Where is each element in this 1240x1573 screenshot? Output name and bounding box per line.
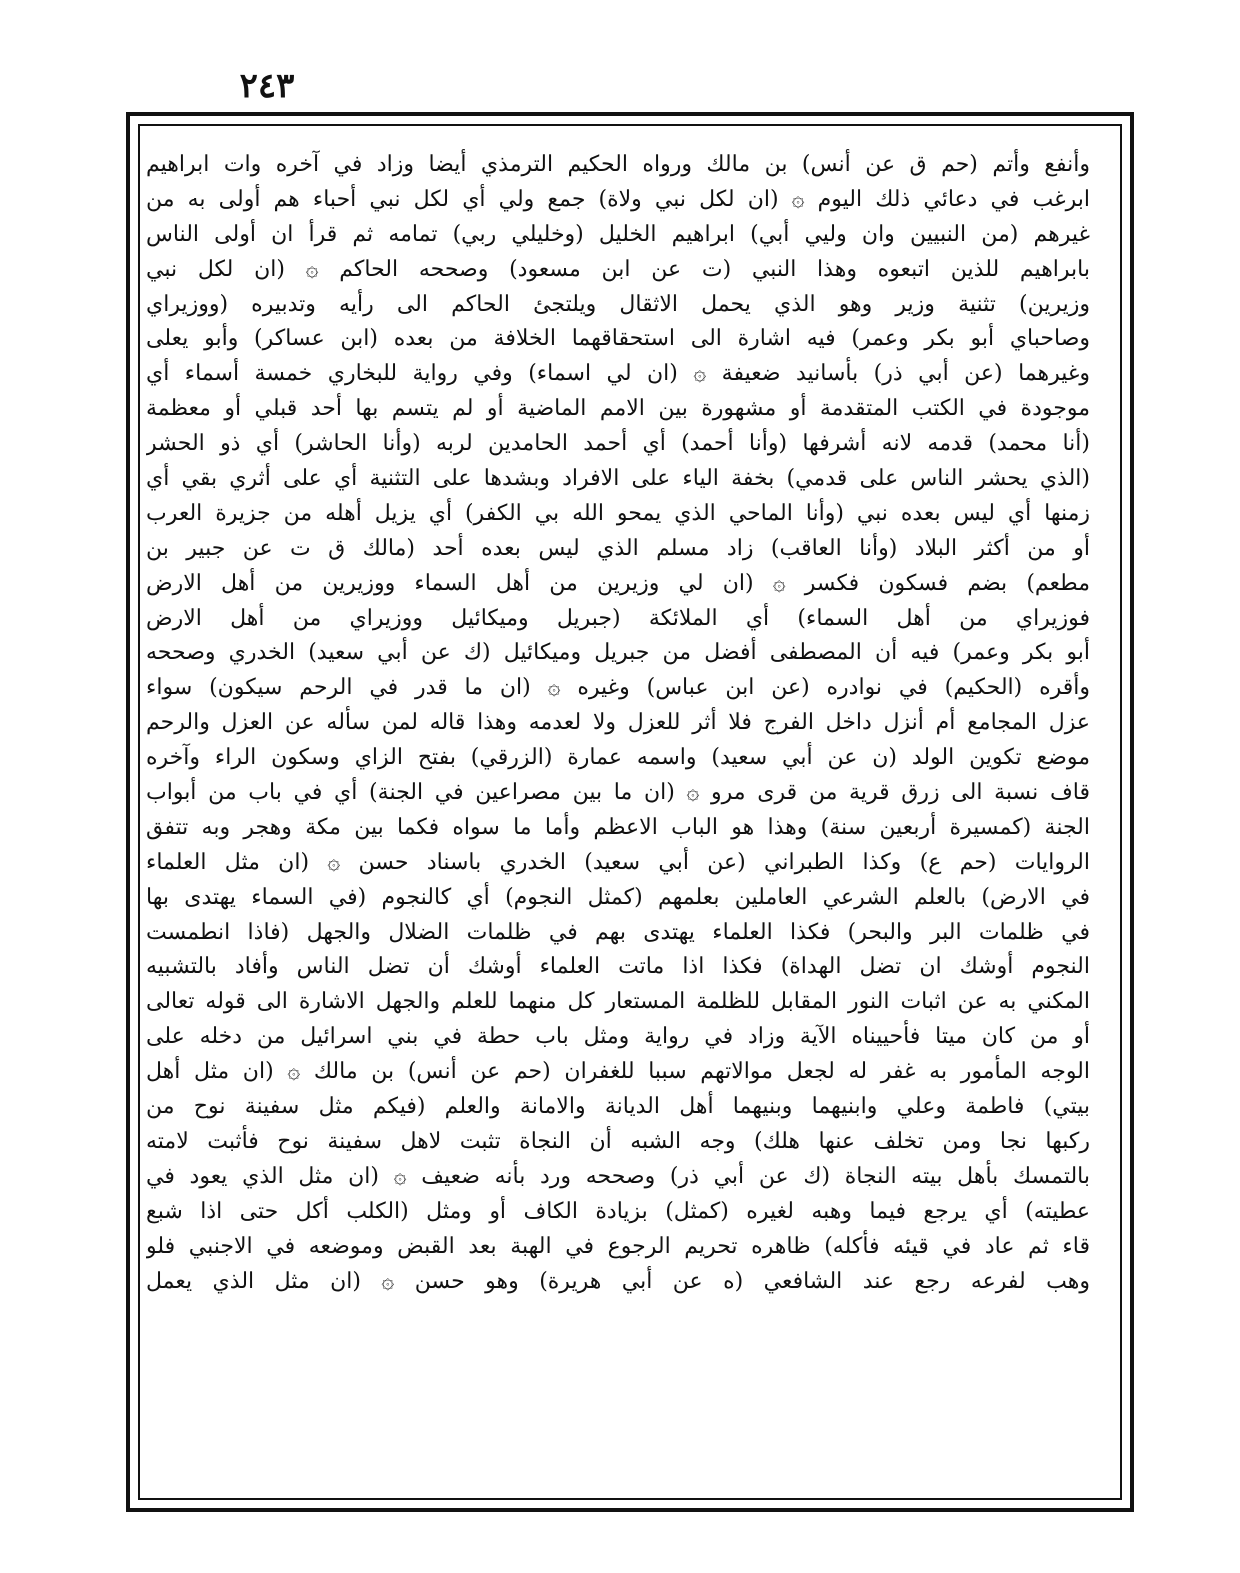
text-line: النجوم أوشك ان تضل الهداة) فكذا اذا ماتت العلماء أوشك أن تضل الناس وأفاد بالتشبيه bbox=[146, 954, 1090, 980]
text-line: أبو بكر وعمر) فيه أن المصطفى أفضل من جبريل وميكائيل (ك عن أبي سعيد) الخدري وصححه bbox=[146, 640, 1090, 666]
text-line: موضع تكوين الولد (ن عن أبي سعيد) واسمه عمارة (الزرقي) بفتح الزاي وسكون الراء وآخره bbox=[146, 745, 1090, 771]
text-line: ابرغب في دعائي ذلك اليوم ۞ (ان لكل نبي ولاة) جمع ولي أي لكل نبي أحباء هم أولى به من bbox=[146, 186, 1090, 212]
text-line: موجودة في الكتب المتقدمة أو مشهورة بين الامم الماضية أو لم يتسم بها أحد قبلي أو معظمة bbox=[146, 396, 1090, 422]
text-line: مطعم) بضم فسكون فكسر ۞ (ان لي وزيرين من أهل السماء ووزيرين من أهل الارض bbox=[146, 570, 1090, 596]
text-line: غيرهم (من النبيين وان وليي أبي) ابراهيم الخليل (وخليلي ربي) تمامه ثم قرأ ان أولى الناس bbox=[146, 221, 1090, 247]
text-line: الوجه المأمور به غفر له لجعل موالاتهم سببا للغفران (حم عن أنس) بن مالك ۞ (ان مثل أهل bbox=[146, 1059, 1090, 1085]
text-line: عطيته) أي يرجع فيما وهبه لغيره (كمثل) بزيادة الكاف أو ومثل (الكلب أكل حتى اذا شبع bbox=[146, 1198, 1090, 1224]
text-line: زمنها أي ليس بعده نبي (وأنا الماحي الذي يمحو الله بي الكفر) أي يزيل أهله من جزيرة العرب bbox=[146, 500, 1090, 526]
text-line: الروايات (حم ع) وكذا الطبراني (عن أبي سعيد) الخدري باسناد حسن ۞ (ان مثل العلماء bbox=[146, 849, 1090, 875]
text-line: قاء ثم عاد في قيئه فأكله) ظاهره تحريم الرجوع في الهبة بعد القبض وموضعه في الاجنبي فلو bbox=[146, 1233, 1090, 1259]
text-line: أو من أكثر البلاد (وأنا العاقب) زاد مسلم الذي ليس بعده أحد (مالك ق ت عن جبير بن bbox=[146, 535, 1090, 561]
text-line: أو من كان ميتا فأحييناه الآية وزاد في رواية ومثل باب حطة في بني اسرائيل من دخله على bbox=[146, 1024, 1090, 1050]
text-line: في الارض) بالعلم الشرعي العاملين بعلمهم (كمثل النجوم) أي كالنجوم (في السماء يهتدى بها bbox=[146, 884, 1090, 910]
page-number: ٢٤٣ bbox=[239, 66, 295, 106]
text-line: وصاحباي أبو بكر وعمر) فيه اشارة الى استحقاقهما الخلافة من بعده (ابن عساكر) وأبو يعلى bbox=[146, 326, 1090, 352]
text-line: عزل المجامع أم أنزل داخل الفرج فلا أثر للعزل ولا لعدمه وهذا قاله لمن سأله عن العزل والرحم bbox=[146, 710, 1090, 736]
text-line: وغيرهما (عن أبي ذر) بأسانيد ضعيفة ۞ (ان لي اسماء) وفي رواية للبخاري خمسة أسماء أي bbox=[146, 361, 1090, 387]
text-line: في ظلمات البر والبحر) فكذا العلماء يهتدى بهم في ظلمات الضلال والجهل (فاذا انطمست bbox=[146, 919, 1090, 945]
text-line: الجنة (كمسيرة أربعين سنة) وهذا هو الباب الاعظم وأما ما سواه فكما بين مكة وهجر وبه تتفق bbox=[146, 814, 1090, 840]
main-text-block bbox=[146, 148, 1090, 1488]
text-line: فوزيراي من أهل السماء) أي الملائكة (جبريل وميكائيل ووزيراي من أهل الارض bbox=[146, 605, 1090, 631]
text-line: المكني به عن اثبات النور المقابل للظلمة المستعار كل منهما للعلم والجهل الاشارة الى قوله تعالى bbox=[146, 989, 1090, 1015]
text-line: (أنا محمد) قدمه لانه أشرفها (وأنا أحمد) أي أحمد الحامدين لربه (وأنا الحاشر) أي ذو الحشر bbox=[146, 431, 1090, 457]
text-line: بالتمسك بأهل بيته النجاة (ك عن أبي ذر) وصححه ورد بأنه ضعيف ۞ (ان مثل الذي يعود في bbox=[146, 1163, 1090, 1189]
text-line: ركبها نجا ومن تخلف عنها هلك) وجه الشبه أن النجاة تثبت لاهل سفينة نوح فأثبت لامته bbox=[146, 1128, 1090, 1154]
text-line: وهب لفرعه رجع عند الشافعي (ه عن أبي هريرة) وهو حسن ۞ (ان مثل الذي يعمل bbox=[146, 1268, 1090, 1294]
text-line: وأنفع وأتم (حم ق عن أنس) بن مالك ورواه الحكيم الترمذي أيضا وزاد في آخره وات ابراهيم bbox=[146, 152, 1090, 177]
text-line: بابراهيم للذين اتبعوه وهذا النبي (ت عن ابن مسعود) وصححه الحاكم ۞ (ان لكل نبي bbox=[146, 256, 1090, 282]
text-line: (الذي يحشر الناس على قدمي) بخفة الياء على الافراد وبشدها على التثنية أي على أثري بقي أي bbox=[146, 466, 1090, 492]
text-line: وأقره (الحكيم) في نوادره (عن ابن عباس) وغيره ۞ (ان ما قدر في الرحم سيكون) سواء bbox=[146, 675, 1090, 701]
text-line: وزيرين) تثنية وزير وهو الذي يحمل الاثقال ويلتجئ الحاكم الى رأيه وتدبيره (ووزيراي bbox=[146, 291, 1090, 317]
text-line: قاف نسبة الى زرق قرية من قرى مرو ۞ (ان ما بين مصراعين في الجنة) أي في باب من أبواب bbox=[146, 780, 1090, 806]
text-line: بيتي) فاطمة وعلي وابنيهما وبنيهما أهل الديانة والامانة والعلم (فيكم مثل سفينة نوح من bbox=[146, 1094, 1090, 1120]
